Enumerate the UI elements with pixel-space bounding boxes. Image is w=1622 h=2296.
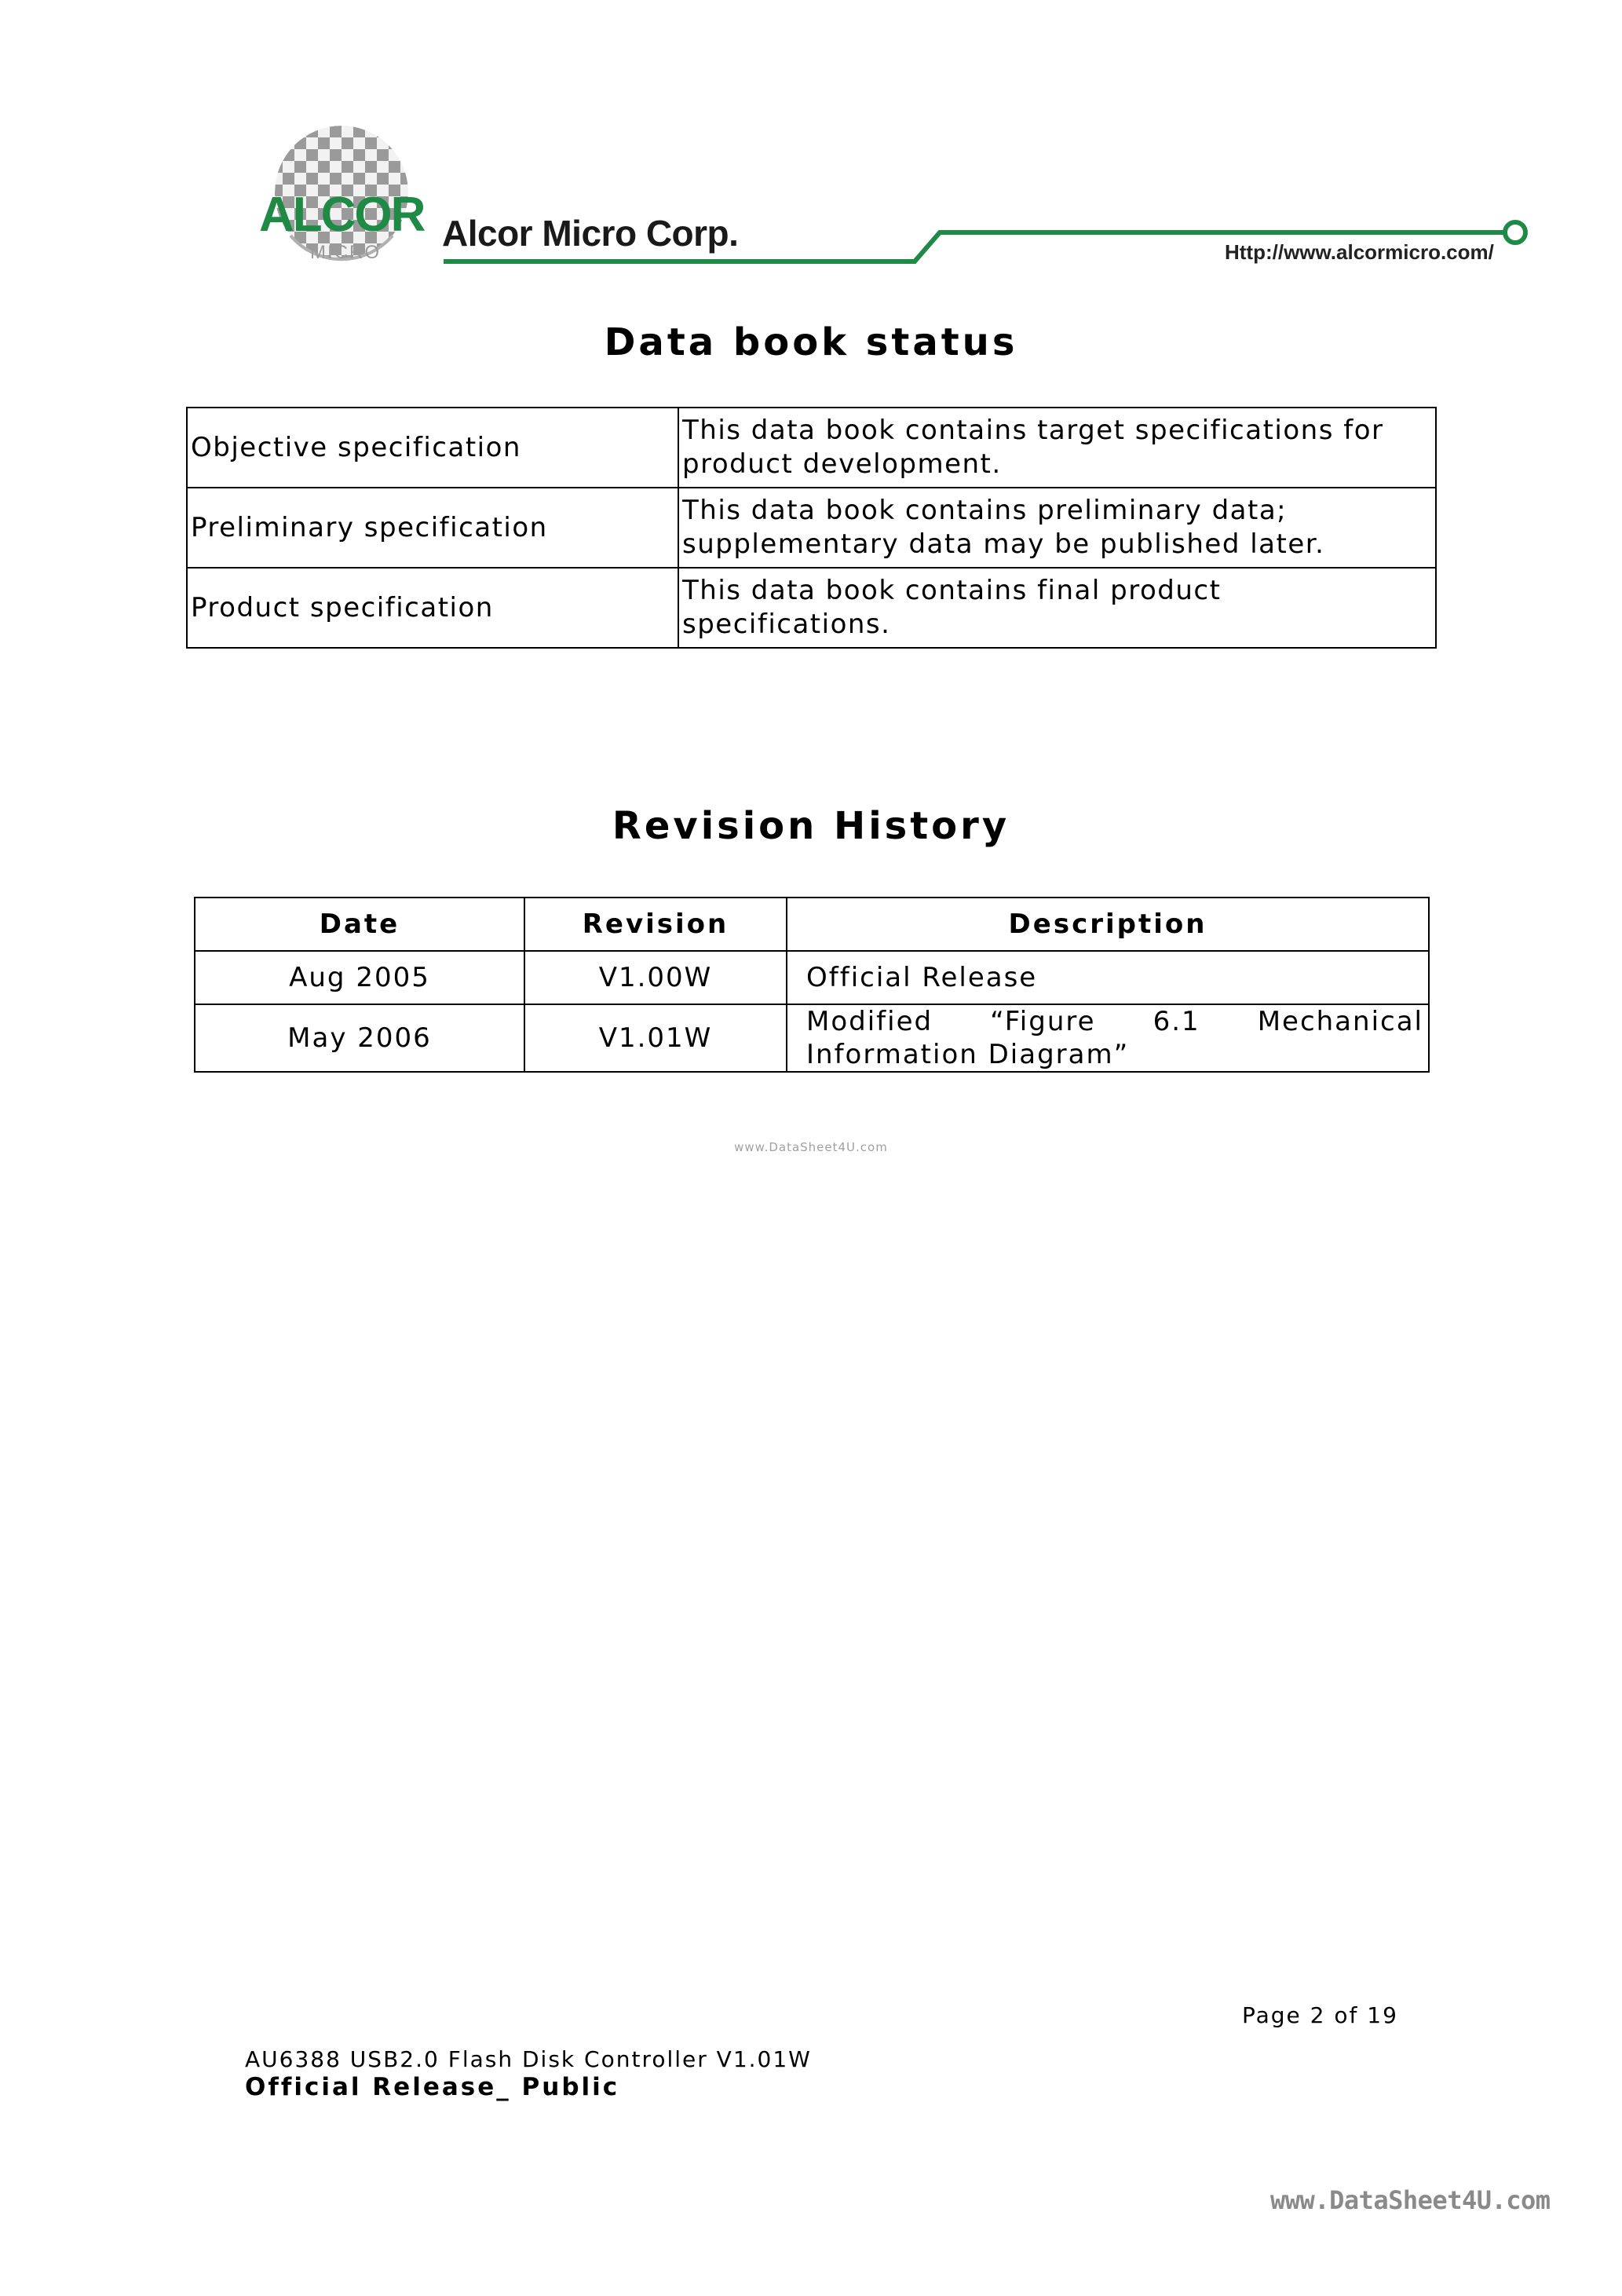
revision-date: May 2006 [195, 1004, 524, 1072]
status-description: This data book contains target specifications for product development. [678, 408, 1436, 488]
logo-wordmark: ALCOR [259, 188, 425, 242]
company-url: Http://www.alcormicro.com/ [1225, 240, 1494, 264]
watermark-small: www.DataSheet4U.com [734, 1140, 888, 1154]
revision-number: V1.01W [524, 1004, 787, 1072]
revision-table [194, 897, 1430, 1073]
header-trace-line [0, 0, 1622, 314]
company-name: Alcor Micro Corp. [442, 213, 739, 254]
logo-subtext: MICRO [310, 242, 381, 263]
revision-description: Modified “Figure 6.1 Mechanical Information Diagram” [787, 1004, 1429, 1072]
table-row [187, 488, 1436, 568]
revision-date: Aug 2005 [195, 951, 524, 1004]
revision-number: V1.00W [524, 951, 787, 1004]
header-description: Description [787, 898, 1429, 951]
status-title: Data book status [604, 320, 1018, 364]
status-type: Objective specification [187, 408, 678, 488]
table-row [195, 951, 1429, 1004]
status-type: Product specification [187, 568, 678, 648]
status-table [186, 407, 1437, 649]
watermark-footer: www.DataSheet4U.com [1270, 2185, 1551, 2215]
header-revision: Revision [524, 898, 787, 951]
revision-description: Official Release [787, 951, 1429, 1004]
status-type: Preliminary specification [187, 488, 678, 568]
status-description: This data book contains final product specifications. [678, 568, 1436, 648]
table-header-row [195, 898, 1429, 951]
table-row [187, 408, 1436, 488]
status-description: This data book contains preliminary data; supplementary data may be published later. [678, 488, 1436, 568]
table-row [187, 568, 1436, 648]
header-date: Date [195, 898, 524, 951]
document-status: Official Release_ Public [245, 2073, 620, 2101]
page-number: Page 2 of 19 [1242, 2002, 1398, 2028]
document-title: AU6388 USB2.0 Flash Disk Controller V1.01W [245, 2046, 812, 2072]
revision-title: Revision History [612, 804, 1010, 848]
table-row [195, 1004, 1429, 1072]
